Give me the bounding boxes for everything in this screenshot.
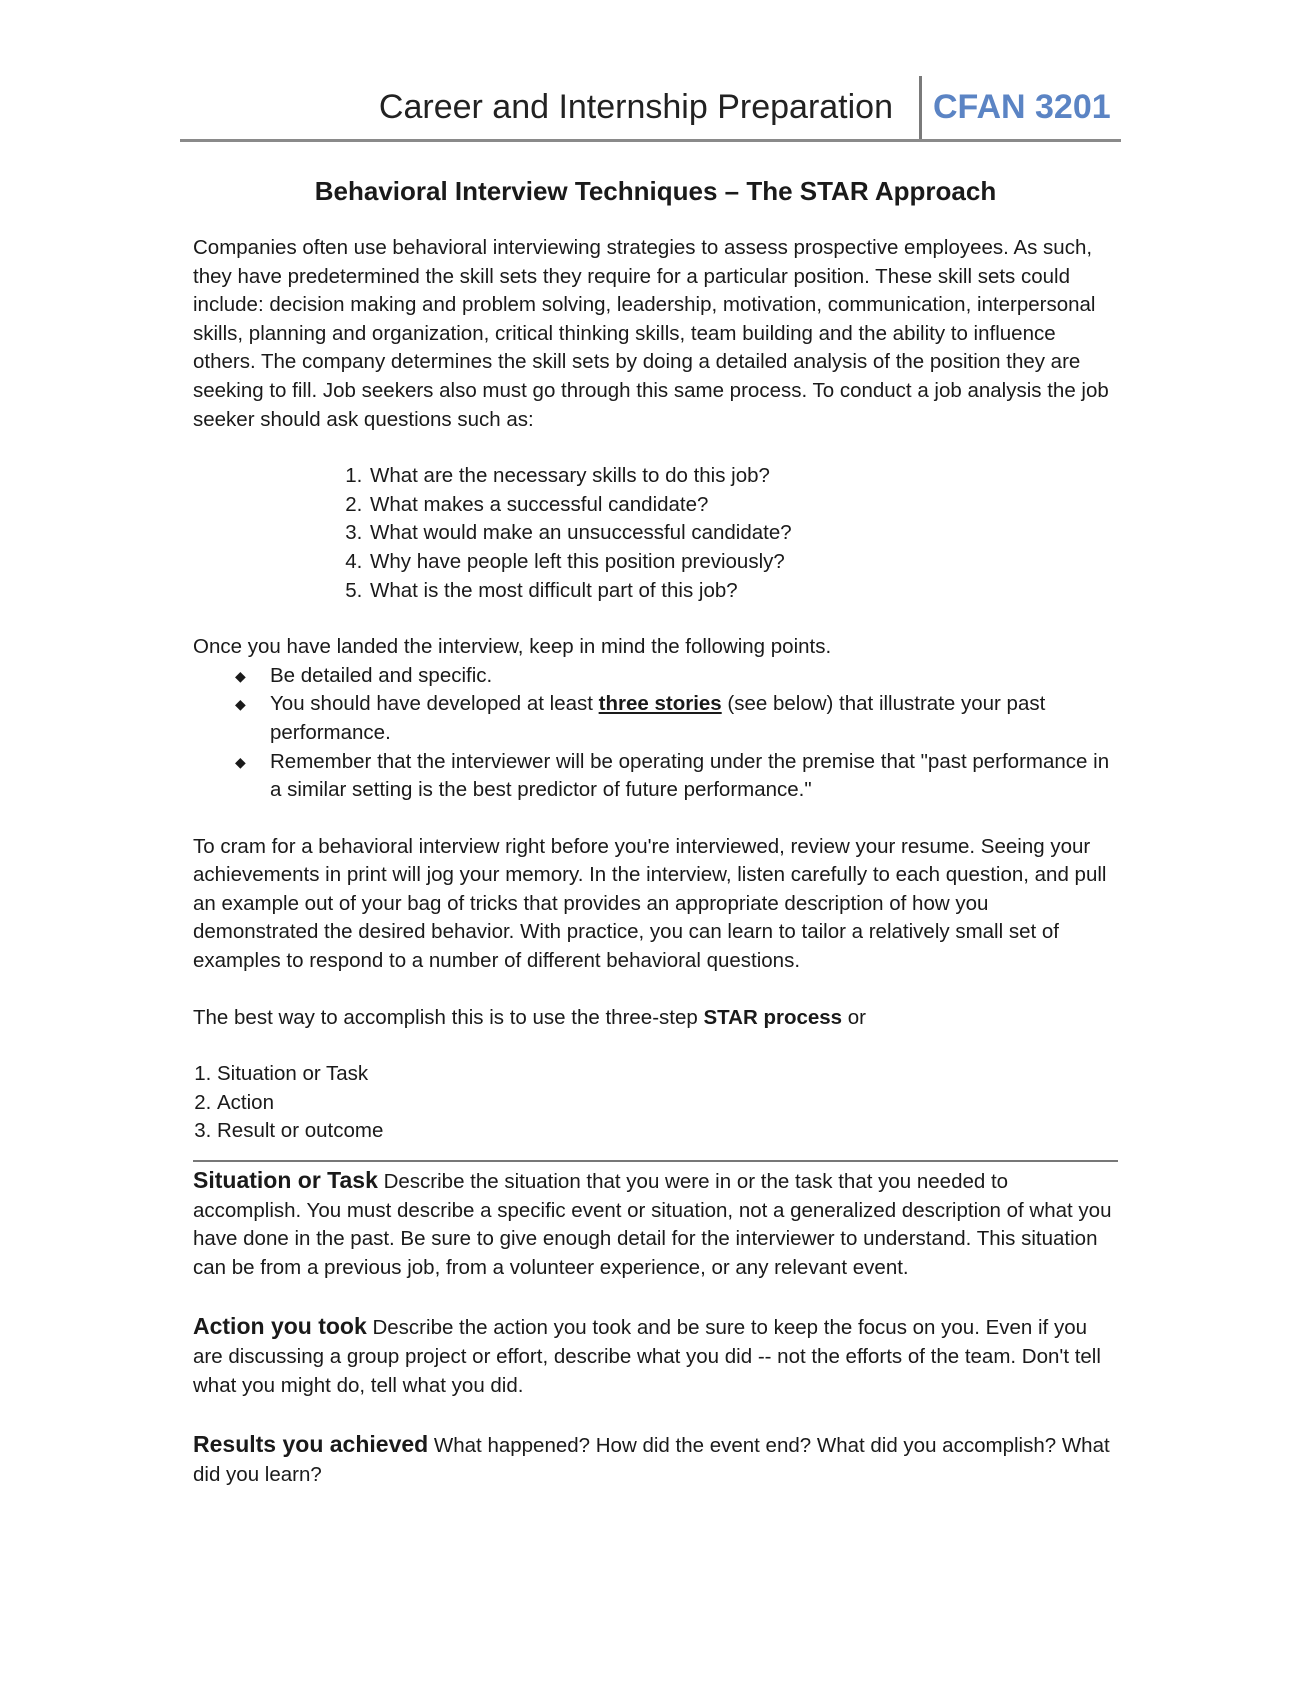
action-section	[193, 1312, 1118, 1400]
star-steps	[193, 1060, 1118, 1146]
results-heading: Results you achieved	[193, 1431, 429, 1458]
page-header	[180, 74, 1121, 142]
point-text: You should have developed at least	[270, 692, 599, 716]
action-heading: Action you took	[193, 1313, 367, 1340]
diamond-bullet-icon: ◆	[235, 667, 246, 684]
diamond-bullet-icon: ◆	[235, 696, 246, 713]
header-rule	[180, 139, 1121, 142]
step-item: 2. Action	[217, 1089, 1118, 1118]
results-text: What happened? How did the event end? What did you accomplish? What did you learn?	[193, 1434, 1110, 1486]
document-title: Behavioral Interview Techniques – The STAR Approach	[314, 176, 997, 206]
star-intro	[193, 1004, 1118, 1033]
step-item: 3. Result or outcome	[217, 1117, 1118, 1146]
situation-heading: Situation or Task	[193, 1167, 378, 1194]
question-item: 3. What would make an unsuccessful candidate?	[368, 519, 1118, 548]
interview-points	[193, 662, 1118, 805]
question-item: 1. What are the necessary skills to do this job?	[368, 462, 1118, 491]
question-item: 4. Why have people left this position previously?	[368, 548, 1118, 577]
diamond-bullet-icon: ◆	[235, 753, 246, 770]
course-code: CFAN 3201	[933, 88, 1111, 126]
points-intro: Once you have landed the interview, keep in mind the following points.	[193, 635, 832, 659]
point-text: (see below) that illustrate your past performance.	[270, 692, 1046, 744]
point-text: Be detailed and specific.	[270, 663, 493, 687]
situation-text: Describe the situation that you were in or the task that you needed to accomplish. You must describe a specific event or situation, not a generalized description of what you have done in the past. Be sure to give enough detail for the interviewer to understand. This situation can be from a previous job, from a volunteer experience, or any relevant event.	[193, 1170, 1112, 1279]
star-intro-text: The best way to accomplish this is to use the three-step	[193, 1005, 704, 1029]
point-item	[193, 690, 1118, 747]
point-item	[193, 662, 1118, 691]
intro-paragraph: Companies often use behavioral interviewing strategies to assess prospective employees. As such, they have predetermined the skill sets they require for a particular position. These skill sets could include: decision making and problem solving, leadership, motivation, communication, interpersonal skills, planning and organization, critical thinking skills, team building and the ability to influence others. The company determines the skill sets by doing a detailed analysis of the position they are seeking to fill. Job seekers also must go through this same process. To conduct a job analysis the job seeker should ask questions such as:	[193, 236, 1109, 431]
job-analysis-questions	[193, 462, 1118, 605]
star-intro-text: or	[842, 1005, 867, 1029]
document-body	[193, 174, 1118, 1519]
header-title: Career and Internship Preparation	[378, 88, 893, 126]
cram-paragraph: To cram for a behavioral interview right before you're interviewed, review your resume. Seeing your achievements in print will jog your memory. In the interview, listen carefully to each question, and pull an example out of your bag of tricks that provides an appropriate description of how you demonstrated the desired behavior. With practice, you can learn to tailor a relatively small set of examples to respond to a number of different behavioral questions.	[193, 834, 1107, 973]
section-divider	[193, 1160, 1118, 1162]
point-item	[193, 748, 1118, 805]
star-process-emphasis: STAR process	[703, 1005, 843, 1029]
step-item: 1. Situation or Task	[217, 1060, 1118, 1089]
action-text: Describe the action you took and be sure to keep the focus on you. Even if you are discussing a group project or effort, describe what you did -- not the efforts of the team. Don't tell what you might do, tell what you did.	[193, 1316, 1101, 1397]
question-item: 5. What is the most difficult part of this job?	[368, 577, 1118, 606]
results-section	[193, 1430, 1118, 1489]
point-text: Remember that the interviewer will be operating under the premise that "past performance in a similar setting is the best predictor of future performance."	[270, 749, 1110, 802]
question-item: 2. What makes a successful candidate?	[368, 491, 1118, 520]
emphasis-three-stories: three stories	[598, 692, 722, 716]
header-divider	[919, 76, 922, 140]
situation-section	[193, 1166, 1118, 1282]
